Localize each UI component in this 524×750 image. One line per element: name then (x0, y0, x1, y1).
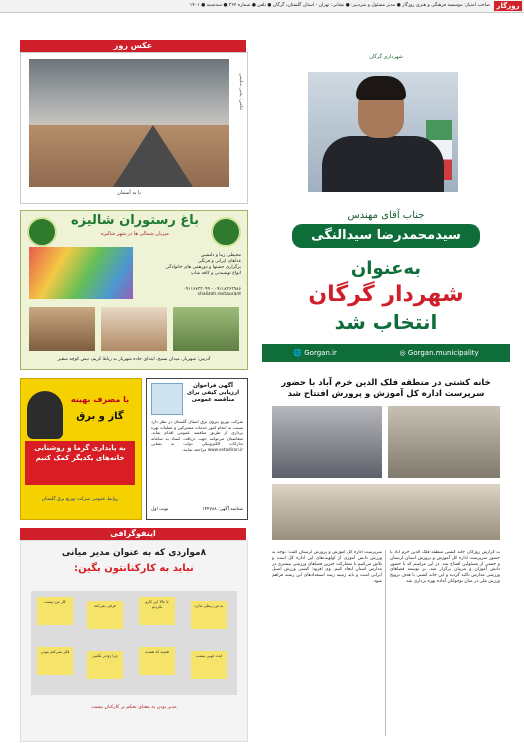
company-logo-icon (151, 383, 183, 415)
photo-credit: عکس: یحیی سلیمی (238, 73, 243, 111)
mayor-announcement (262, 38, 510, 368)
sticky-note: کار من نیست (37, 597, 73, 625)
restaurant-contact (141, 287, 241, 297)
news-column-left: سرپرست اداره کل آموزش و پرورش لرستان گفت: توجه به ورزش دانش آموزی از اولویت‌های این اداره کل است و تلاش می‌کنیم با مشارکت خیرین فضاهای ورزشی بیشتری در مدارس استان ایجاد کنیم. وی افزود: کشتی ورزش اصیل ایرانی است و باید زمینه رشد استعدادهای این رشته فراهم شود. (272, 550, 382, 584)
elec-line2: گاز و برق (76, 411, 124, 422)
infographic (20, 540, 248, 742)
restaurant-address: آدرس: شهریار، میدان بسیج، ابتدای جاده شهریار به رباط کریم، نبش کوچه سقیز (57, 357, 211, 362)
photo-of-day-header: عکس روز (20, 40, 246, 52)
sticky-note: به من ربطی نداره (191, 601, 227, 629)
elec-slogan: به پایداری گرما و روشنایی خانه‌های یکدیگر کمک کنیم (34, 444, 126, 462)
restaurant-photo (101, 307, 167, 351)
photo-sky (29, 59, 229, 125)
restaurant-photo (173, 307, 239, 351)
sticky-notes-board (31, 591, 237, 695)
infographic-subheadline: نباید به کارکنانتون بگین: (74, 563, 194, 574)
mayor-name: سیدمحمدرضا سیدالنگی (292, 224, 480, 248)
portrait-suit (322, 136, 444, 192)
feature-item: محیطی زیبا و دلنشین (200, 253, 241, 258)
news-title: خانه کشتی در منطقه فلک الدین خرم آباد با حضور سرپرست اداره کل آموزش و پرورش افتتاح شد (281, 378, 491, 399)
news-photo-hall (388, 406, 500, 478)
tender-body: شرکت توزیع نیروی برق استان گلستان در نظر دارد نسبت به انجام امور خدمات مشترکین و عملیات بهره برداری از طریق مناقصه عمومی اقدام نماید. متقاضیان می‌توانند جهت دریافت اسناد به سامانه تدارکات الکترونیکی دولت به نشانی www.setadiran.ir مراجعه نمایند. (151, 419, 243, 452)
sticky-note: ایده خوبی نیست (191, 651, 227, 679)
restaurant-phone: ۰۹۱۱۸۳۶۳۹۸۶ - ۰۹۱۱۶۷۳۳۰۹۹ (183, 287, 241, 292)
news-photo-ribbon (272, 406, 382, 478)
portrait-hair (356, 76, 406, 100)
news-column-right: به گزارش روزگار، خانه کشتی منطقه فلک الدین خرم آباد با حضور سرپرست اداره کل آموزش و پرورش استان لرستان و جمعی از مسئولین افتتاح شد. در این مراسم که با حضور دانش آموزان و مربیان برگزار شد، بر توسعه فضاهای ورزشی مدارس تاکید گردید و این خانه کشتی با هدف ترویج ورزش ملی در میان نوجوانان آماده بهره برداری شد. (390, 550, 500, 584)
sticky-note: فکر نمی‌کنم بتونی (37, 647, 73, 675)
mayor-city: شهردار گرگان (308, 282, 464, 307)
tender-id: شناسه آگهی: ۱۴۴۷۸۸ (202, 507, 243, 512)
feature-item: برگزاری جشنها و دورهمی های خانوادگی (165, 265, 241, 270)
sticky-note: همینه که هست (139, 647, 175, 675)
website-text: Gorgan.ir (304, 349, 337, 357)
masthead (0, 0, 524, 13)
electricity-ad (20, 378, 142, 520)
sticky-note: تا حالا این کارو نکردیم (139, 597, 175, 625)
restaurant-subtitle: میزبان شمالی ها در شهر شالیزه (101, 231, 169, 237)
infographic-header: اینفوگرافی (20, 528, 246, 540)
sticky-note: چرا زودتر نگفتی (87, 651, 123, 679)
news-photo-crowd (272, 484, 500, 540)
mascot-icon (27, 391, 63, 439)
feature-item: انواع نوشیدنی و کافه شاپ (190, 271, 241, 276)
mayor-social-bar (262, 344, 510, 362)
instagram-link[interactable]: ◎ Gorgan.municipality (399, 349, 479, 357)
tender-title: آگهی فراخوان ارزیابی کیفی برای مناقصه عمومی (186, 383, 240, 403)
feature-item: غذاهای ایرانی و فرنگی (197, 259, 241, 264)
restaurant-banner-image (29, 247, 133, 299)
sticky-note: فرقی نمی‌کنه (87, 601, 123, 629)
mayor-as: به‌عنوان (350, 258, 422, 279)
mayor-elected: انتخاب شد (334, 310, 438, 334)
photo-header-wrap (20, 40, 246, 52)
restaurant-logo-icon (211, 217, 241, 247)
restaurant-title: باغ رستوران شالیزه (70, 213, 200, 228)
elec-line1: با مصرف بهینه (70, 395, 130, 404)
municipality-logo-text: شهرداری گرگان (369, 54, 403, 60)
elec-footer: روابط عمومی شرکت توزیع برق گلستان (41, 497, 119, 502)
tender-ad (146, 378, 248, 520)
news-article (262, 378, 510, 742)
tender-footer (151, 507, 243, 512)
photo-road (113, 125, 193, 187)
restaurant-ad (20, 210, 248, 370)
municipality-logo (356, 42, 416, 64)
mayor-honorific: جناب آقای مهندس (347, 210, 425, 221)
website-link[interactable]: 🌐 Gorgan.ir (293, 349, 337, 357)
infographic-footer: مدیر بودن به معنای تحکم بر کارکنان نیست (91, 705, 177, 710)
infographic-headline: ۸مواردی که به عنوان مدیر میانی (61, 548, 207, 558)
restaurant-photo (29, 307, 95, 351)
restaurant-features (141, 253, 241, 277)
restaurant-logo-icon (27, 217, 57, 247)
infographic-header-wrap (20, 528, 246, 540)
instagram-text: Gorgan.municipality (407, 349, 479, 357)
photo-of-day (20, 52, 248, 204)
column-rule (385, 550, 386, 736)
restaurant-instagram: shalizeh.restaurant (197, 292, 241, 297)
mayor-portrait (308, 72, 458, 192)
tender-round: نوبت اول (151, 507, 169, 512)
masthead-info: صاحب امتیاز: موسسه فرهنگی و هنری روزگار ● مدیر مسئول و سردبیر: ● نشانی: تهران - استان گلستان، گرگان ● تلفن ● شماره ۳۶۴ ● سه‌شنبه ● ۱۴۰۱ (189, 3, 490, 8)
masthead-logo: روزگار (494, 1, 522, 11)
photo-caption: با یه آسمان (117, 190, 141, 196)
